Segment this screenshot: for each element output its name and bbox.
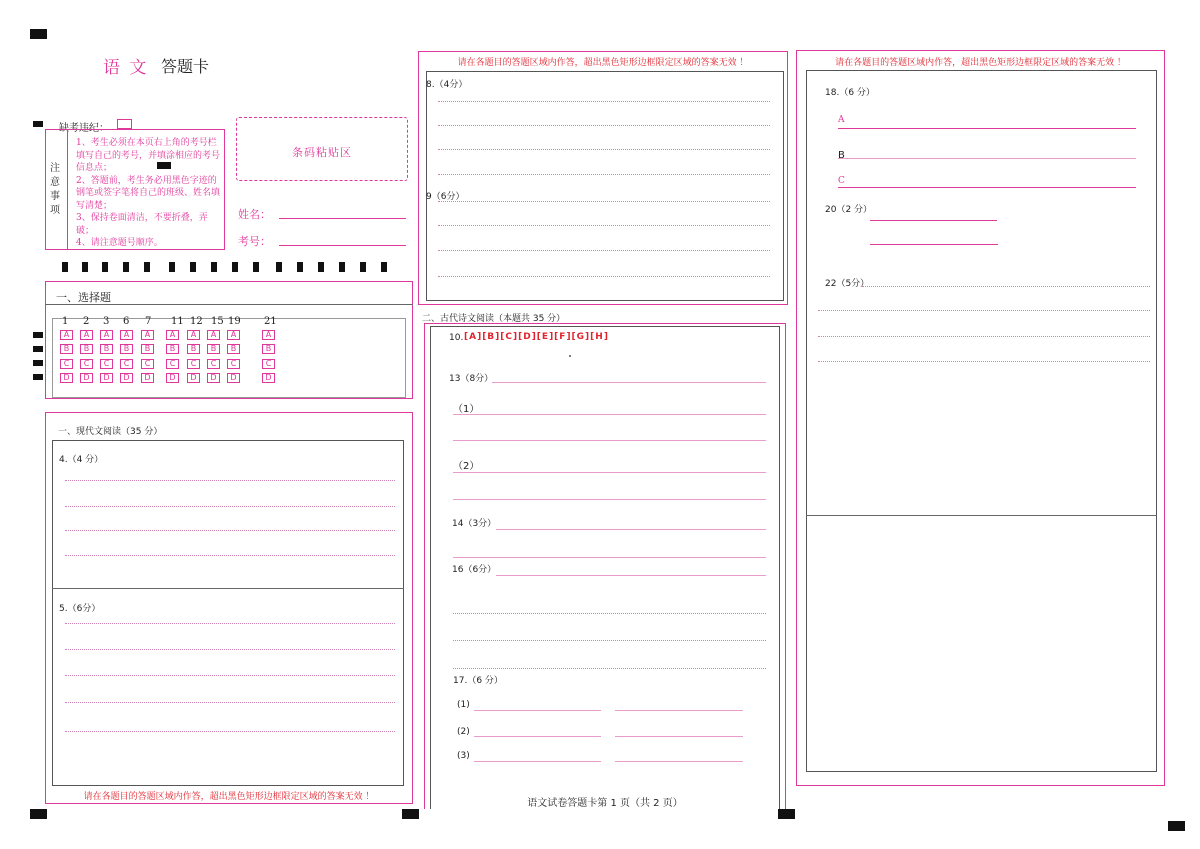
timing-mark [169,262,175,272]
right-answer-box [806,70,1157,772]
bubble-q6-d[interactable]: D [120,373,133,383]
bubble-q2-a[interactable]: A [80,330,93,340]
id-field[interactable] [279,245,406,246]
alignment-mark-bottom-mid1 [402,809,419,819]
alignment-mark-top-left [30,29,47,39]
q4-answer-line[interactable] [65,506,395,507]
q5-answer-line[interactable] [65,623,395,624]
q17-sub: (2) [457,727,470,737]
notice-label: 注意事项 [50,163,60,216]
q10-options[interactable]: [A][B][C][D][E][F][G][H] [464,332,609,342]
page-footer: 语文试卷答题卡第 1 页（共 2 页） [527,798,683,809]
bubble-q12-d[interactable]: D [187,373,200,383]
q10-dot [569,355,571,357]
q16-answer-line[interactable] [453,613,766,614]
alignment-mark-absent [33,121,43,127]
bubble-q15-a[interactable]: A [207,330,220,340]
row-mark-c [33,360,43,366]
bubble-q12-c[interactable]: C [187,359,200,369]
absent-checkbox[interactable] [117,119,132,129]
bubble-q7-b[interactable]: B [141,344,154,354]
choice-question-number: 19 [228,316,241,327]
choice-question-number: 15 [211,316,224,327]
choice-question-number: 1 [62,316,69,327]
q20-label: 20（2 分） [825,205,873,215]
bubble-q2-c[interactable]: C [80,359,93,369]
warning-left: 请在各题目的答题区域内作答，超出黑色矩形边框限定区域的答案无效 ！ [83,792,375,802]
q9-answer-line[interactable] [438,276,770,277]
q20-answer-line[interactable] [870,220,997,221]
bubble-q6-b[interactable]: B [120,344,133,354]
q13-answer-line[interactable] [453,472,766,473]
modern-answer-divider [52,588,404,589]
bubble-q15-b[interactable]: B [207,344,220,354]
timing-mark [102,262,108,272]
q22-answer-line[interactable] [818,336,1150,337]
absent-label: 缺考违纪： [59,123,109,134]
id-label: 考号： [238,235,271,248]
bubble-q7-c[interactable]: C [141,359,154,369]
timing-mark [190,262,196,272]
modern-reading-title: 一、现代文阅读（35 分） [58,427,163,437]
q8-answer-line[interactable] [438,101,770,102]
poetry-section-title: 二、古代诗文阅读（本题共 35 分） [422,314,566,324]
timing-mark [297,262,303,272]
bubble-q1-a[interactable]: A [60,330,73,340]
notice-item: 1、考生必须在本页右上角的考号栏填写自己的考号，并填涂相应的考号信息点； [76,138,221,173]
timing-mark [360,262,366,272]
q8-label: 8.（4分） [426,80,468,90]
bubble-q6-a[interactable]: A [120,330,133,340]
q13-sub2: （2） [453,461,480,472]
timing-mark [232,262,238,272]
bubble-q1-c[interactable]: C [60,359,73,369]
warning-right: 请在各题目的答题区域内作答，超出黑色矩形边框限定区域的答案无效 ！ [835,58,1126,68]
bubble-q12-a[interactable]: A [187,330,200,340]
q13-sub1: （1） [453,404,480,415]
q9-answer-line[interactable] [438,201,770,202]
bubble-q12-b[interactable]: B [187,344,200,354]
q5-answer-line[interactable] [65,731,395,732]
alignment-mark-bottom-right [1168,821,1185,831]
notice-item: 2、答题前，考生务必用黑色字迹的钢笔或签字笔将自己的班级、姓名填写清楚； [76,175,221,211]
choice-question-number: 2 [83,316,90,327]
bubble-q6-c[interactable]: C [120,359,133,369]
bubble-q15-d[interactable]: D [207,373,220,383]
timing-mark [253,262,259,272]
q13-answer-line[interactable] [453,414,766,415]
bubble-q1-d[interactable]: D [60,373,73,383]
q9-answer-line[interactable] [438,250,770,251]
notice-list [76,137,222,250]
bubble-q11-b[interactable]: B [166,344,179,354]
bubble-q21-d[interactable]: D [262,373,275,383]
alignment-mark-bottom-left [30,809,47,819]
alignment-mark-bottom-mid2 [778,809,795,819]
q18-label: 18.（6 分） [825,88,875,98]
q22-answer-line[interactable] [818,310,1150,311]
q22-answer-line[interactable] [862,286,1150,287]
timing-mark [339,262,345,272]
q5-label: 5.（6分） [59,604,101,614]
choice-section-title: 一、选择题 [56,291,111,304]
q13-label: 13（8分） [449,374,494,384]
bubble-q11-d[interactable]: D [166,373,179,383]
q10-label: 10. [449,333,464,343]
bubble-q19-b[interactable]: B [227,344,240,354]
q4-label: 4.（4 分） [59,455,104,465]
bubble-q11-a[interactable]: A [166,330,179,340]
q16-label: 16（6分） [452,565,497,575]
q8-answer-line[interactable] [438,174,770,175]
bubble-q19-c[interactable]: C [227,359,240,369]
bubble-q7-a[interactable]: A [141,330,154,340]
q14-answer-line[interactable] [496,529,766,530]
q4-answer-line[interactable] [65,530,395,531]
bubble-q21-c[interactable]: C [262,359,275,369]
q5-answer-line[interactable] [65,702,395,703]
bubble-q19-a[interactable]: A [227,330,240,340]
timing-mark [62,262,68,272]
bubble-q7-d[interactable]: D [141,373,154,383]
timing-mark [123,262,129,272]
row-mark-a [33,332,43,338]
modern-answer-box [52,440,404,786]
card-title: 答题卡 [161,57,210,76]
q9-answer-line[interactable] [438,225,770,226]
barcode-label: 条码粘贴区 [292,146,352,159]
timing-mark [276,262,282,272]
name-label: 姓名： [238,208,271,221]
bubble-q2-d[interactable]: D [80,373,93,383]
q20-answer-line[interactable] [870,244,998,245]
q16-answer-line[interactable] [453,668,766,669]
notice-item: 3、保持卷面清洁，不要折叠，弄破； [76,213,208,236]
bubble-q19-d[interactable]: D [227,373,240,383]
q14-label: 14（3分） [452,519,497,529]
q9-label: 9（6分） [426,192,465,202]
bubble-q15-c[interactable]: C [207,359,220,369]
q13-answer-line[interactable] [453,499,766,500]
bubble-q3-d[interactable]: D [100,373,113,383]
q17-sub: (3) [457,751,470,761]
choice-question-number: 11 [171,316,184,327]
q16-answer-line[interactable] [496,575,766,576]
bubble-q21-a[interactable]: A [262,330,275,340]
middle-answer-box [426,71,784,301]
q14-answer-line[interactable] [453,557,766,558]
bubble-q3-a[interactable]: A [100,330,113,340]
bubble-q3-b[interactable]: B [100,344,113,354]
right-answer-divider [806,515,1157,516]
bubble-q1-b[interactable]: B [60,344,73,354]
subject-title: 语 文 [103,58,149,78]
choice-question-number: 7 [145,316,152,327]
choice-question-number: 3 [103,316,110,327]
q17-label: 17.（6 分） [453,676,503,686]
q17-answer-line[interactable] [615,710,743,711]
q5-answer-line[interactable] [65,675,395,676]
bubble-q2-b[interactable]: B [80,344,93,354]
q22-answer-line[interactable] [818,361,1150,362]
name-field[interactable] [279,218,406,219]
q5-answer-line[interactable] [65,649,395,650]
q17-answer-line[interactable] [615,761,743,762]
q18-answer-line-a[interactable] [838,128,1136,129]
timing-mark [211,262,217,272]
bubble-q3-c[interactable]: C [100,359,113,369]
timing-mark [144,262,150,272]
q4-answer-line[interactable] [65,555,395,556]
q17-answer-line[interactable] [474,710,601,711]
row-mark-d [33,374,43,380]
q8-answer-line[interactable] [438,125,770,126]
q22-label: 22（5分） [825,279,870,289]
row-mark-b [33,346,43,352]
notice-divider [67,129,68,250]
q16-answer-line[interactable] [453,640,766,641]
q18-sub-b: B [838,150,845,161]
timing-mark [318,262,324,272]
q13-answer-line[interactable] [492,382,766,383]
q17-sub: (1) [457,700,470,710]
choice-question-number: 6 [123,316,130,327]
q18-sub-c: C [838,176,845,186]
q18-answer-line-b[interactable] [838,158,1136,159]
timing-mark [381,262,387,272]
warning-middle: 请在各题目的答题区域内作答，超出黑色矩形边框限定区域的答案无效 ！ [457,58,749,68]
q18-sub-a: A [838,115,845,125]
q17-answer-line[interactable] [474,736,601,737]
q17-answer-line[interactable] [474,761,601,762]
choice-question-number: 12 [190,316,203,327]
q18-answer-line-c[interactable] [838,187,1136,188]
q8-answer-line[interactable] [438,149,770,150]
q4-answer-line[interactable] [65,480,395,481]
q13-answer-line[interactable] [453,440,766,441]
q17-answer-line[interactable] [615,736,743,737]
choice-question-number: 21 [264,316,277,327]
timing-mark [82,262,88,272]
bubble-q11-c[interactable]: C [166,359,179,369]
notice-mark [157,162,171,169]
notice-item: 4、请注意题号顺序。 [76,238,163,248]
bubble-q21-b[interactable]: B [262,344,275,354]
